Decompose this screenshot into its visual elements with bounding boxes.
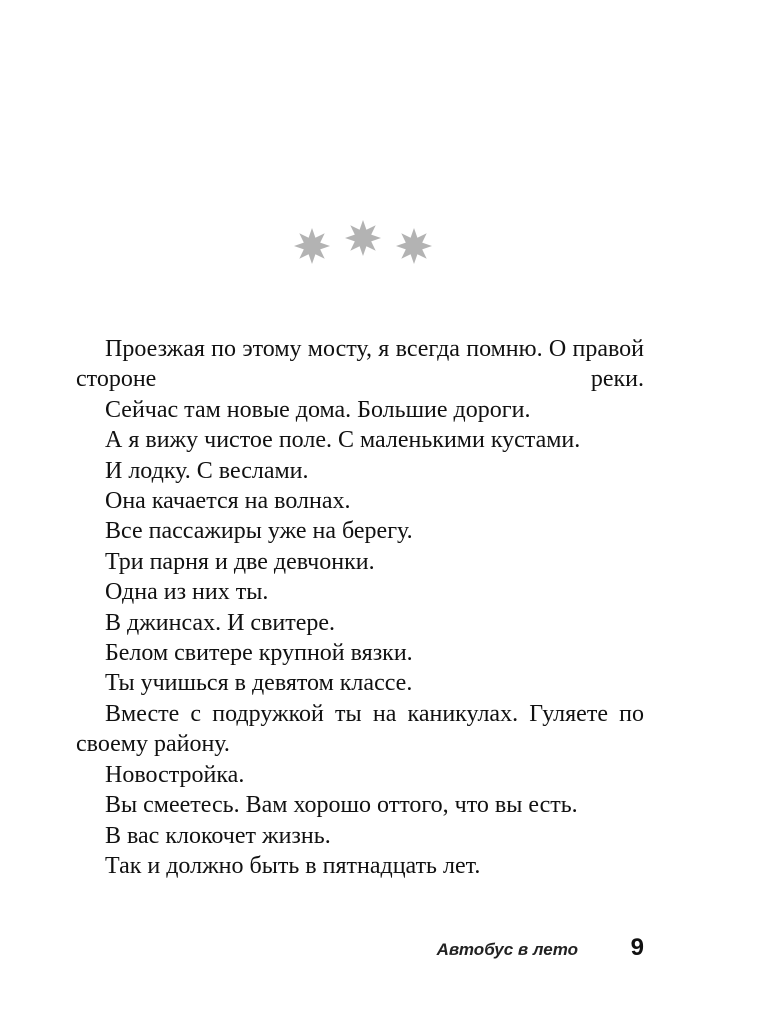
page-number: 9 <box>630 934 644 961</box>
three-stars-ornament-icon <box>288 216 438 268</box>
paragraph: Все пассажиры уже на берегу. <box>105 518 413 545</box>
paragraph: Белом свитере крупной вязки. <box>105 640 413 667</box>
paragraph: В вас клокочет жизнь. <box>105 822 331 849</box>
paragraph: А я вижу чистое поле. С маленькими кустами. <box>105 427 581 454</box>
paragraph: И лодку. С веслами. <box>105 457 309 484</box>
star-right-icon <box>396 228 432 264</box>
paragraph: Вы смеетесь. Вам хорошо оттого, что вы есть. <box>105 792 578 819</box>
paragraph: Одна из них ты. <box>105 579 269 606</box>
running-title: Автобус в лето <box>436 940 578 959</box>
body-text <box>76 334 644 881</box>
paragraph: Так и должно быть в пятнадцать лет. <box>105 852 481 879</box>
paragraph: Новостройка. <box>105 761 245 788</box>
paragraph: В джинсах. И свитере. <box>105 609 336 636</box>
paragraph: Ты учишься в девятом классе. <box>105 670 413 697</box>
paragraph: Она качается на волнах. <box>105 488 351 515</box>
paragraph: Вместе с подружкой ты на каникулах. Гуляете по своему району. <box>76 700 644 758</box>
paragraph: Проезжая по этому мосту, я всегда помню. О правой стороне реки. <box>76 336 644 393</box>
paragraph: Сейчас там новые дома. Большие дороги. <box>105 396 531 423</box>
paragraph: Три парня и две девчонки. <box>105 548 375 575</box>
page-footer <box>420 934 648 968</box>
star-middle-icon <box>345 220 381 256</box>
star-left-icon <box>294 228 330 264</box>
